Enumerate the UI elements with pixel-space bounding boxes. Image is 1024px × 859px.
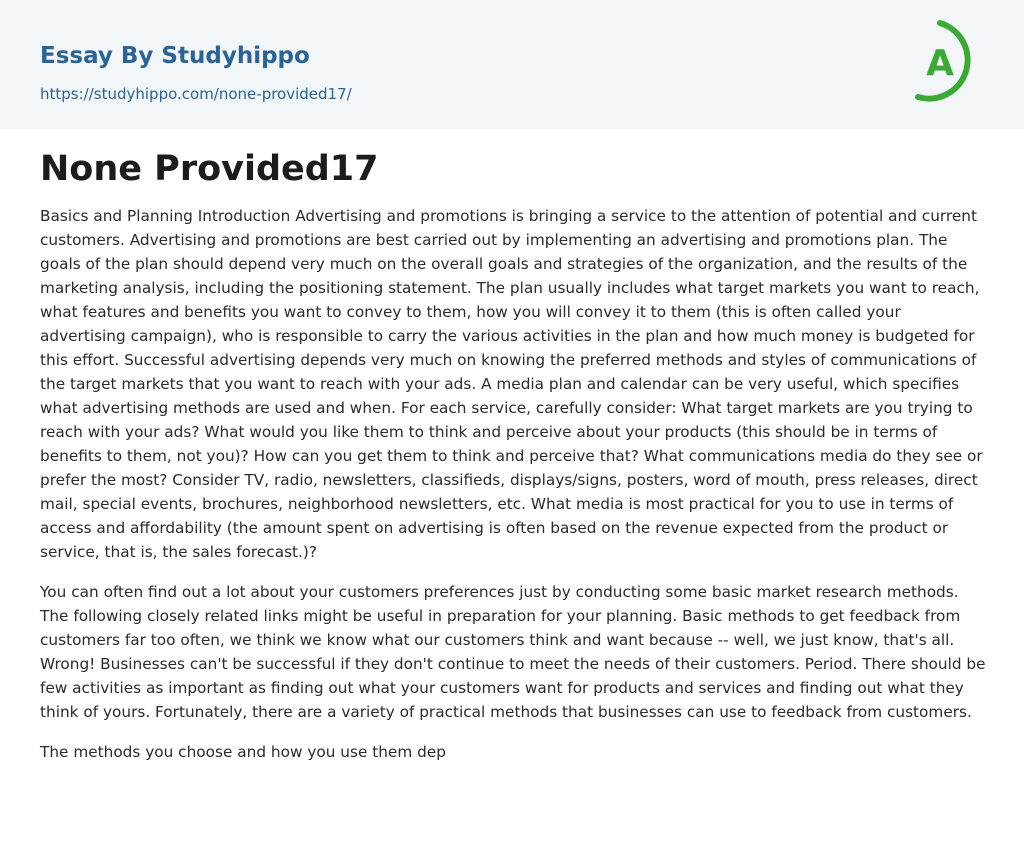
page-url-link[interactable]: https://studyhippo.com/none-provided17/ xyxy=(40,85,352,103)
site-header xyxy=(0,0,1024,129)
site-title: Essay By Studyhippo xyxy=(40,43,310,69)
studyhippo-logo-icon[interactable] xyxy=(910,17,988,107)
article-paragraph-1: Basics and Planning Introduction Advertising and promotions is bringing a service to the attention of potential and current customers. Advertising and promotions are best carried out by implementing an advertising and promotions plan. The goals of the plan should depend very much on the overall goals and strategies of the organization, and the results of the marketing analysis, including the positioning statement. The plan usually includes what target markets you want to reach, what features and benefits you want to convey to them, how you will convey it to them (this is often called your advertising campaign), who is responsible to carry the various activities in the plan and how much money is budgeted for this effort. Successful advertising depends very much on knowing the preferred methods and styles of communications of the target markets that you want to reach with your ads. A media plan and calendar can be very useful, which specifies what advertising methods are used and when. For each service, carefully consider: What target markets are you trying to reach with your ads? What would you like them to think and perceive about your products (this should be in terms of benefits to them, not you)? How can you get them to think and perceive that? What communications media do they see or prefer the most? Consider TV, radio, newsletters, classifieds, displays/signs, posters, word of mouth, press releases, direct mail, special events, brochures, neighborhood newsletters, etc. What media is most practical for you to use in terms of access and affordability (the amount spent on advertising is often based on the revenue expected from the product or service, that is, the sales forecast.)? xyxy=(40,207,983,561)
article-paragraph-2: You can often find out a lot about your customers preferences just by conducting some basic market research methods. The following closely related links might be useful in preparation for your planning. Basic methods to get feedback from customers far too often, we think we know what our customers think and want because -- well, we just know, that's all. Wrong! Businesses can't be successful if they don't continue to meet the needs of their customers. Period. There should be few activities as important as finding out what your customers want for products and services and finding out what they think of yours. Fortunately, there are a variety of practical methods that businesses can use to feedback from customers. xyxy=(40,583,986,721)
article xyxy=(40,146,986,764)
page-title: None Provided17 xyxy=(40,149,379,189)
logo-letter: A xyxy=(926,43,954,84)
article-paragraph-3: The methods you choose and how you use them dep xyxy=(40,743,446,761)
